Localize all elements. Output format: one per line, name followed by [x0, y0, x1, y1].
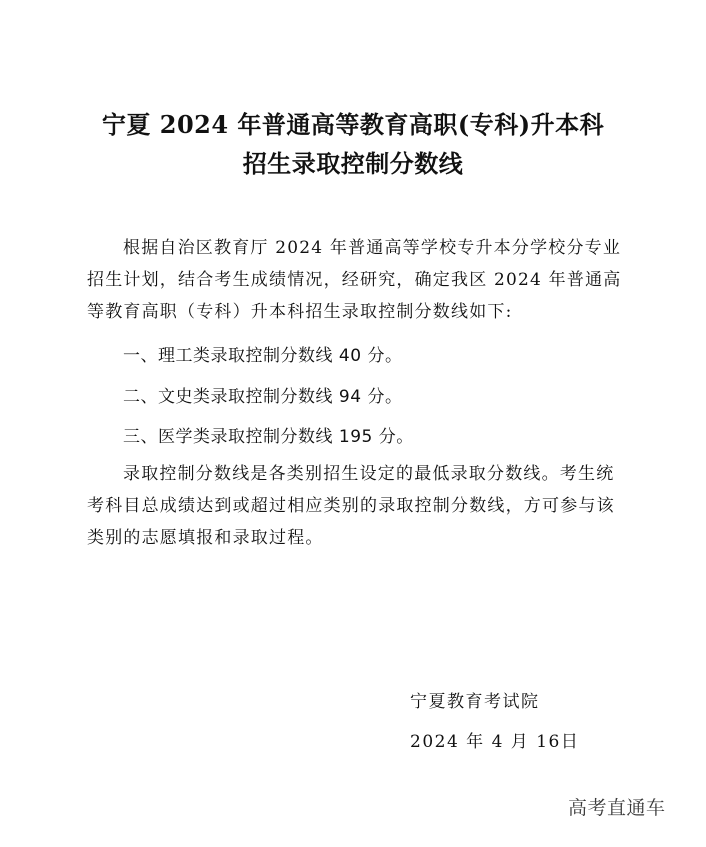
- signature-organization: 宁夏教育考试院: [410, 692, 540, 712]
- watermark-text: 高考直通车: [568, 797, 666, 819]
- signature-date: 2024 年 4 月 16日: [410, 732, 580, 752]
- document-title-line1: 宁夏 2024 年普通高等教育高职(专科)升本科: [101, 110, 605, 139]
- closing-paragraph: 录取控制分数线是各类别招生设定的最低录取分数线。考生统考科目总成绩达到或超过相应类别的录取控制分数线，方可参与该类别的志愿填报和录取过程。: [87, 464, 615, 548]
- score-item-liberal-arts: 二、文史类录取控制分数线 94 分。: [123, 387, 403, 407]
- intro-paragraph: 根据自治区教育厅 2024 年普通高等学校专升本分学校分专业招生计划，结合考生成绩情况，经研究，确定我区 2024 年普通高等教育高职（专科）升本科招生录取控制分数线如下:: [87, 238, 622, 322]
- document-title-line2: 招生录取控制分数线: [242, 149, 464, 178]
- score-item-medicine: 三、医学类录取控制分数线 195 分。: [123, 427, 414, 447]
- score-item-science: 一、理工类录取控制分数线 40 分。: [123, 346, 403, 366]
